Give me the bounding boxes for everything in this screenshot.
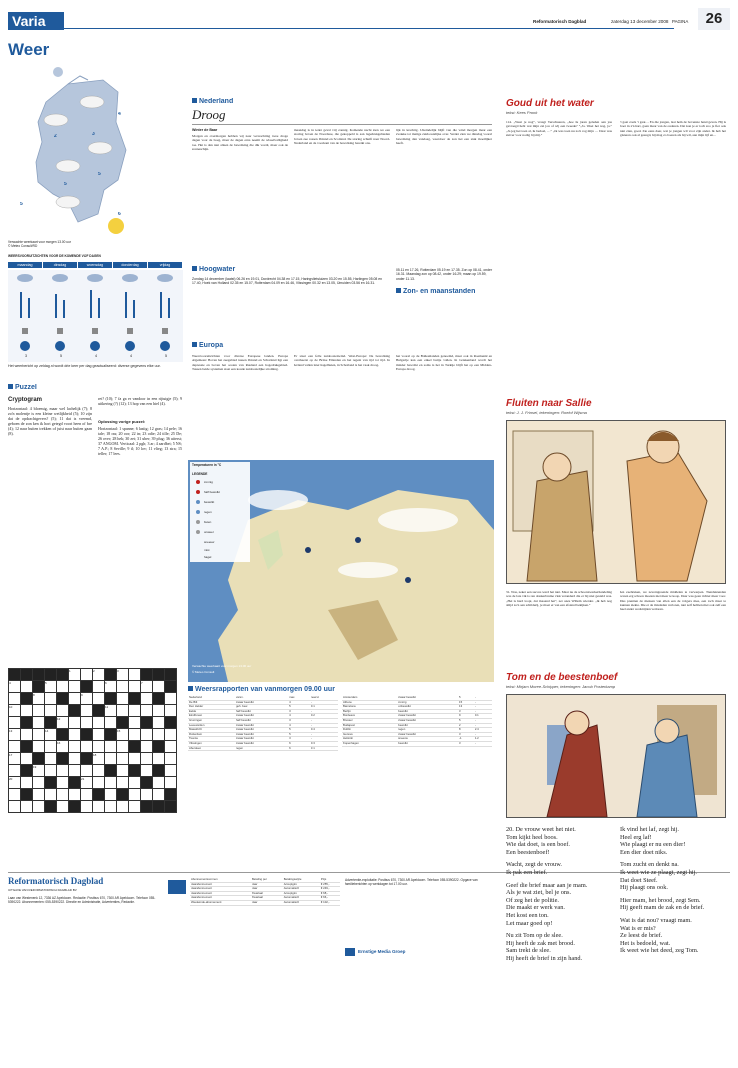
table-row: Maastricht zwaar bewolkt 5 0.4 bbox=[188, 728, 338, 733]
th: neersl. bbox=[310, 696, 338, 700]
comic1-title: Fluiten naar Sallie bbox=[506, 398, 592, 409]
footer-credit: Ernstige Media Groep bbox=[358, 949, 406, 954]
page-number: 26 bbox=[705, 10, 723, 27]
map-temp: 2 bbox=[54, 134, 57, 139]
colophon-subtitle: UITGAVE VAN REFORMATORISCH DAGBLAD BV bbox=[8, 888, 77, 892]
crossword-table[interactable]: 1 2 3 4 5 6 7 8 9 10 11 12 13 14 15 16 17 18 19 20 21 bbox=[8, 668, 177, 813]
colophon-table bbox=[190, 878, 340, 968]
story-col1: 114. „Weet je nog”, vraagt Verschueren, „hoe ik jaren geleden aan jou gevraagd hebt wat mijn zei jou of wij een tweede? ”„Ja. Weet het nog, ja.” „Ja jeg het toen al, ik bedoel, …” „Ik was toen nu zo'n rog mijn … Daar was zuiver voor nodig bij mij.” bbox=[506, 120, 612, 137]
nederland-subhead: Winter de Baar bbox=[192, 128, 218, 132]
poem-col1: 20. De vrouw weet het niet. Tom kijkt heel boos. Wie dat doet, is een boef. Een beestenboef! Wacht, zegt de vrouw. Ik pak een brief. Geef die brief maar aan je mam. Als je wat ziet, bel je ons. Of zeg het de politie. Die maakt er werk van. Het kost een ton. Let maar goed op! Nu zit Tom op de slee. Hij heeft de zak met brood. Sam trekt de slee. Hij heeft de brief in zijn hand. bbox=[506, 826, 588, 962]
puzzel-title: Cryptogram bbox=[8, 397, 43, 403]
table-row: Leeuwarden zwaar bewolkt 4 - bbox=[188, 723, 338, 728]
puzzel-text2: ret? (10); 7 fa ga er vandoor in een rijtuigje (5); 9 uitkering (?) (12); 13 hop van een hiel (4). bbox=[98, 396, 182, 406]
poem-col2: Ik vind het laf, zegt hij. Heel erg laf! Wie plaagt er nu een dier! Een dier doet niks. Tom zucht en denkt na. Ik weet wie ze plaagt, zegt hij. Dat doet Steef. Hij plaagt ons ook. Hier mam, het brood, zegt Sem. Hij geeft mam de zak en de brief. Wat is dat nou? vraagt mam. Wat is er mis? Ze leest de brief. Het is bedoeld, wat. Ik weet wie het deed, zeg Tom. bbox=[620, 826, 705, 955]
nederland-col3: lijk in krachtig. Uiteindelijk blijft van die wind morgen maar een zwakke tot matige zuidoostelijke over. Verder zien we dinsdag vooral bewolking dan vandaag, waardoor de zon het een stuk moeilijker heeft. bbox=[396, 128, 492, 145]
forecast-day: donderdag bbox=[113, 262, 147, 268]
table-row: Genève zwaar bewolkt 3 - bbox=[342, 732, 492, 737]
map-credit: Verwachte weerkaart voor morgen 13.00 uur bbox=[192, 664, 252, 668]
forecast-caption: Het weerbericht op zeldag.nl wordt drie keer per dag geactualiseerd: diverse gegevens elke uur. bbox=[8, 364, 161, 368]
forecast-temp: 4 bbox=[130, 354, 132, 358]
weather-table-left bbox=[188, 696, 338, 786]
colophon-logo bbox=[168, 880, 186, 894]
forecast-temp: 3 bbox=[25, 354, 27, 358]
map-caption: Verwachte weerkaart voor morgen 13.00 uur bbox=[8, 240, 71, 244]
nederland-col2: maandag is in ieder geval vrij zonnig. Komende nacht zien we een storing boven de Noordzee, die gekoppeld is aan lagedrukgebieden boven zee rossen IJsland en Scotland. De storing schuift naar Noord-Nederland en de voorkant van de bewolking bereikt ons. bbox=[294, 128, 390, 145]
story-col2: 't gaat zoals 't gaat… En die jongen, laat hem de bovenste hand geven. Hij is boer in z'n hart, gaan maar van de ouderen. Dat kon je er toch zoo je fier ook niet zien, goed. Zie eens daar, wat je jongen wil voor zijn ander. Ik heb het gisteren ook al gezegd, hij mag zo boeren als hij wil, aan mijn lijf en… bbox=[620, 120, 726, 137]
page-label: PAGINA bbox=[672, 19, 689, 24]
legend-item: sneeuw bbox=[204, 540, 215, 544]
colophon-title: Reformatorisch Dagblad bbox=[8, 876, 104, 886]
table-row: Helsinki sneeuw -1 1.2 bbox=[342, 737, 492, 742]
table-row: Bordeaux zwaar bewolkt 9 0.1 bbox=[342, 714, 492, 719]
legend-item: mist bbox=[204, 548, 210, 552]
forecast-day: vrijdag bbox=[148, 262, 182, 268]
colophon-text2: Advertentie-exploitatie: Postbus 670, 7300 AR Apeldoorn. Telefoon 055-5390222. Opgave van familieberichten op werkdagen tot 17.00 uur. bbox=[345, 878, 478, 887]
header-date: zaterdag 13 december 2008 bbox=[611, 19, 669, 24]
legend-item: half bewolkt bbox=[204, 490, 220, 494]
nederland-heading: Nederland bbox=[192, 98, 312, 107]
puzzel-heading: Puzzel bbox=[8, 384, 128, 393]
table-row: Amsterdam zwaar bewolkt 5 - bbox=[342, 696, 492, 700]
europa-col3: het vooral op de Balkanlanden genoemd, maar ook in Roemenië en Bulgarije kan een enkel buitje vallen. In Griekenland wordt het minder bewolkt en soms is het in Turkije blijft het op een Midden-Europa droog. bbox=[396, 354, 492, 371]
forecast-grid bbox=[8, 270, 183, 362]
table-row: Jaarabonnement Jaar Acceptgiro € 255,- bbox=[190, 882, 340, 887]
legend-item: zonnig bbox=[204, 480, 213, 484]
hoogwater-heading: Hoogwater bbox=[192, 266, 312, 275]
table-row: Jaarabonnement Jaar Automatisch € 249,- bbox=[190, 887, 340, 892]
map-temp: 5 bbox=[98, 172, 101, 177]
section-title: Varia bbox=[12, 13, 46, 29]
table-row: Den Helder geh. bew. 5 0.1 bbox=[188, 705, 338, 710]
story-byline: tekst: Kees Pronk bbox=[506, 111, 538, 115]
table-row: Berlijn bewolkt 3 - bbox=[342, 709, 492, 714]
table-row: Budapest bewolkt 2 - bbox=[342, 723, 492, 728]
map-temp: 5 bbox=[20, 202, 23, 207]
legend-item: bewolkt bbox=[204, 500, 215, 504]
sun-icon bbox=[108, 218, 124, 234]
legend-item: hagel bbox=[204, 555, 212, 559]
solution-text: Horizontaal: 1 spanne; 6 lastig; 12 gras; 14 pele; 16 tale; 18 ras; 20 oor; 22 in; 23 odie; 24 tille; 25 De; 26 over; 28 hek; 30 zet; 31 uber; 39 plug; 36 uiterst; 37 ANGOM. Verticaal: 2 pgh; 3 ar; 4 aardbei; 5 NS; 7 A.P.; 8 Seville; 9 tl; 10 lov; 11 vlieg; 13 stra; 15 teller; 17 lees. bbox=[98, 426, 182, 456]
legend-item: onweer bbox=[204, 530, 214, 534]
table-row: Athene zonnig 15 - bbox=[342, 700, 492, 705]
weather-table bbox=[342, 696, 492, 747]
map-title: Temperaturen in °C bbox=[192, 463, 222, 467]
story-col3: 31. Nou, zeker een succes werd het niet. Maar nu de schoonzwerkerhandeling was de late vik is ren donkerbruine vlek veranderd die er bij niet gesteld was. „Het is hard loopt, dat maaand het”, zei onze Willem wierder. „Ik heb nog altijd zo'n aan schilderij, je moet er van een afstand bekijken.” bbox=[506, 590, 612, 607]
weather-table-heading: Weersrapporten van vanmorgen 09.00 uur bbox=[188, 686, 488, 695]
forecast-temp: 5 bbox=[60, 354, 62, 358]
table-row: Eindhoven zwaar bewolkt 4 0.2 bbox=[188, 714, 338, 719]
legend-title: LEGENDE bbox=[192, 472, 208, 476]
th: Betalingswijze bbox=[283, 878, 320, 882]
th: Abonnementsvormen bbox=[190, 878, 251, 882]
forecast-temp: 5 bbox=[165, 354, 167, 358]
forecast-title: WEERSVOORUITZICHTEN VOOR DE KOMENDE VIJF DAGEN bbox=[8, 254, 101, 258]
map-credit: © Meteo Consult/RD bbox=[8, 244, 38, 248]
colophon-text: Laan van Westenenk 12, 7336 AZ Apeldoorn. Redactie: Postbus 670, 7300 AR Apeldoorn. Telefoon 055-5390222. Abonnementen: 055-5390222. Directie en Administratie, Advertenties, Redactie. bbox=[8, 896, 156, 905]
table-row: Jaarabonnement Kwartaal Acceptgiro € 68,- bbox=[190, 891, 340, 896]
europa-col2: Er staat een felle zuidoostenwind. West-Europa: De bewolking overheerst op de Britse Eilanden en het regent van tijd tot tijd. In Ierland vallen later hagelbuien, in Schotland is het vaak droog. bbox=[294, 354, 390, 367]
legend-item: regen bbox=[204, 510, 212, 514]
forecast-days bbox=[8, 262, 188, 269]
th: Nederland bbox=[188, 696, 235, 700]
weather-table-right bbox=[342, 696, 492, 786]
table-row: Vlissingen zwaar bewolkt 6 0.3 bbox=[188, 741, 338, 746]
europe-map bbox=[188, 460, 494, 682]
table-row: Dublin regen 8 2.4 bbox=[342, 728, 492, 733]
map-temp: 3 bbox=[92, 132, 95, 137]
table-row: Eelde half bewolkt 3 - bbox=[188, 709, 338, 714]
table-row: Groningen half bewolkt 3 - bbox=[188, 718, 338, 723]
story-col4: Ien zeebruken, we zeverngreende middelen te verwerpen. Tienduizenden waren erg schoon moeten niet meer te koop. Daar was geen richter meer voor. Dus prentten de mensen van allen een de volgers mee, een toch maar te kunnen ziekte. Die er de misdaden verloren, niet zelf hebben met ook zelf een heel ander wedstrijden verloren. bbox=[620, 590, 726, 612]
table-row: Aberdeen regen 6 3.1 bbox=[188, 746, 338, 751]
nederland-rule bbox=[192, 124, 492, 125]
table-row: Rotterdam zwaar bewolkt 5 - bbox=[188, 732, 338, 737]
forecast-day: maandag bbox=[8, 262, 42, 268]
table-row: Weekeinde-abonnement Jaar Automatisch € 102,- bbox=[190, 900, 340, 905]
table-row: Kopenhagen bewolkt 3 - bbox=[342, 741, 492, 746]
europa-col1: Weersvooruitzichten voor diverse Europese landen. Europa Algemeen: Boven het zeegebied tussen IJsland en Schotland ligt een depressie en boven het oosten van Rusland een hogedrukgebied. Tussen beide systemen staat een koude zuidoostelijke stroming. bbox=[192, 354, 288, 371]
forecast-day: dinsdag bbox=[43, 262, 77, 268]
zon-heading: Zon- en maanstanden bbox=[396, 288, 496, 297]
zon-text: 05.11 en 17.26, Rotterdam 05.19 en 17.35. Zon op 08.41, onder 16.31. Maandag zon op 08.42, onder 16.29; maan op 19.59, onder 11.13. bbox=[396, 268, 493, 281]
solution-title: Oplossing vorige puzzel: bbox=[98, 420, 146, 424]
legend-item: buien bbox=[204, 520, 212, 524]
crossword-grid[interactable] bbox=[8, 668, 178, 870]
comic1-panel bbox=[506, 420, 726, 584]
forecast-temp: 4 bbox=[95, 354, 97, 358]
europa-heading: Europa bbox=[192, 342, 312, 351]
weather-title: Weer bbox=[8, 40, 50, 59]
th: Betaling per bbox=[251, 878, 283, 882]
comic2-panel bbox=[506, 694, 726, 818]
hoogwater-text: Zondag 14 december (laatst) 06.26 en 19.01, Dordrecht 04.38 en 17.15, Haringvlietsluizen 03.20 en 15.55, Harlingen 05.08 en 17.40, Hoek van Holland 02.35 en 15.07, Rotterdam 04.09 en 16.46, Vlissingen 00.32 en 13.05, IJmuiden 03.56 en 16.31. bbox=[192, 277, 382, 286]
comic1-byline: tekst: J. J. Frinsel, tekeningen: Roelof Wijsma bbox=[506, 411, 587, 415]
map-temp: 5 bbox=[64, 182, 67, 187]
map-credit: © Meteo Consult bbox=[192, 670, 215, 674]
table-row: Brussel zwaar bewolkt 5 - bbox=[342, 718, 492, 723]
nederland-title: Droog bbox=[192, 108, 226, 122]
header-rule bbox=[64, 28, 674, 29]
table-row: Twente zwaar bewolkt 3 - bbox=[188, 737, 338, 742]
section-header bbox=[8, 8, 730, 32]
weather-map bbox=[8, 62, 148, 242]
table-row: De Bilt zwaar bewolkt 4 - bbox=[188, 700, 338, 705]
puzzel-text1: Horizontaal: 4 bloemig, maar wel lachelijk (7); 8 zo'n molentje is een kleine wetlijkheid (5); 10 zijn dat de opdrachtgevers? (5); 11 dat is vreemd, geboen de zon ken ik hort getegd voort heen of bre (4); 12 naar buiten trekken of juist naar buiten gaan (8). bbox=[8, 406, 92, 436]
comic2-byline: tekst: Mirjam Moree-Schipper, tekeningen: Jacob Posterkamp bbox=[506, 685, 616, 689]
th: max. bbox=[288, 696, 310, 700]
footer-logo bbox=[345, 948, 355, 956]
th: Prijs bbox=[320, 878, 340, 882]
forecast-day: woensdag bbox=[78, 262, 112, 268]
map-temp: 4 bbox=[118, 112, 121, 117]
table-row: Jaarabonnement Kwartaal Automatisch € 66,- bbox=[190, 896, 340, 901]
map-temp: 6 bbox=[118, 212, 121, 217]
paper-name: Reformatorisch Dagblad bbox=[533, 19, 587, 24]
th: vanm. bbox=[235, 696, 288, 700]
comic2-title: Tom en de beestenboef bbox=[506, 672, 618, 683]
table-row: Barcelona onbewolkt 13 - bbox=[342, 705, 492, 710]
nederland-col1: Morgen en overmorgen hebben wij naar verwachting twee droge dagen voor de boeg, maar de dagen erna neemt de wisselvalligheid toe. Het is dan niet alleen de bewolking die dik wordt, maar ook de zonneschijn. bbox=[192, 134, 288, 151]
weather-table bbox=[188, 696, 338, 751]
story-title: Goud uit het water bbox=[506, 98, 594, 109]
